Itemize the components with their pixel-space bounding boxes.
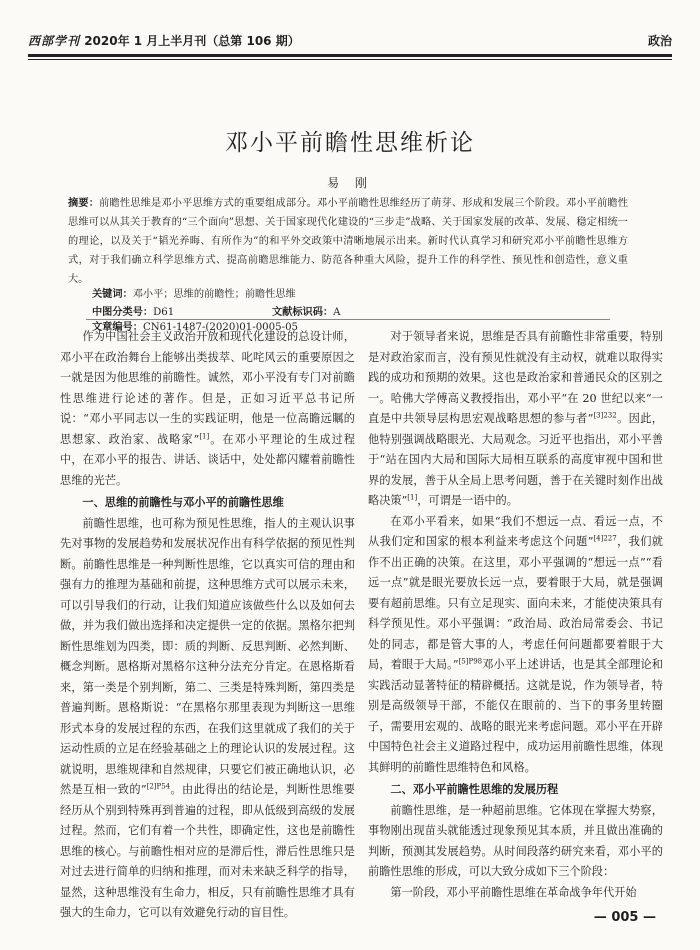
left-column	[60, 327, 355, 924]
paragraph: 对于领导者来说，思维是否具有前瞻性非常重要，特别是对政治家而言，没有预见性就没有主动权，就难以取得实践的成功和预期的效果。这也是政治家和普通民众的区别之一。哈佛大学傅高义教授指出，邓小平“在 20 世纪以来“一直是中共领导层构思宏观战略思想的参与者”$^{[3]232}$。因此，他特别强调战略眼光、大局观念。习近平也指出，邓小平善于“站在国内大局和国际大局相互联系的高度审视中国和世界的发展，善于从全局上思考问题，善于在关键时刻作出战略决策”[1]，可谓是一语中的。	[368, 330, 663, 507]
abstract	[68, 194, 628, 289]
citation: [1]	[199, 431, 210, 440]
journal-issue-line	[28, 32, 300, 49]
section-heading-2: 二、邓小平前瞻性思维的发展历程	[390, 783, 559, 796]
paragraph: 作为中国社会主义政治开放和现代化建设的总设计师，邓小平在政治舞台上能够出类拔萃、叱咤风云的重要原因之一就是因为他思维的前瞻性。诚然，邓小平没有专门对前瞻性思维进行论述的著作。但是，正如习近平总书记所说：“邓小平同志以一生的实践证明，他是一位高瞻远瞩的思想家、政治家、战略家”[1]。在邓小平理论的生成过程中，在邓小平的报告、讲话、谈话中，处处都闪耀着前瞻性思维的光芒。	[60, 330, 355, 487]
abstract-divider	[86, 319, 610, 320]
keywords	[92, 285, 296, 300]
clc	[92, 303, 272, 318]
citation: [1]	[407, 493, 418, 502]
right-column	[368, 327, 663, 903]
keywords-text: 邓小平；思维的前瞻性；前瞻性思维	[132, 289, 296, 300]
doc-code	[272, 303, 422, 318]
citation: [4]227	[593, 534, 617, 543]
header-rule-thick	[28, 54, 672, 57]
header-rule-thin	[28, 59, 672, 60]
running-header	[28, 28, 672, 56]
citation: [3]232	[593, 411, 617, 420]
citation: [5]P98	[458, 657, 483, 666]
section-name: 政治	[647, 34, 672, 48]
article-author: 易 刚	[327, 176, 373, 190]
section-heading-1: 一、思维的前瞻性与邓小平的前瞻性思维	[82, 496, 284, 509]
page-number: — 005 —	[593, 910, 656, 925]
paragraph: 在邓小平看来，如果“我们不想远一点、看远一点，不从我们定和国家的根本利益来考虑这个问题”$^{[4]227}$，我们就作不出正确的决策。在这里，邓小平强调的“想远一点”“看远一点”就是眼光要放长远一点，要着眼于大局，就是强调要有超前思维。只有立足现实、面向未来，才能使决策具有科学预见性。邓小平强调：“政治局、政治局常委会、书记处的同志，都是管大事的人，考虑任何问题都要着眼于大局，着眼于大局。”$^{[5]P98}$邓小平上述讲话，也是其全部理论和实践活动显著特征的精辟概括。这就是说，作为领导者，特别是高级领导干部，不能仅在眼前的、当下的事务里转圈子，需要用宏观的、战略的眼光来考虑问题。邓小平在开辟中国特色社会主义道路过程中，成功运用前瞻性思维，体现其鲜明的前瞻性思维特色和风格。	[368, 514, 663, 774]
abstract-text: 前瞻性思维是邓小平思维方式的重要组成部分。邓小平前瞻性思维经历了萌芽、形成和发展三个阶段。邓小平前瞻性思维可以从其关于教育的“三个面向”思想、关于国家现代化建设的“三步走”战略、关于国家发展的改革、发展、稳定相统一的理论，以及关于“韬光养晦、有所作为”的和平外交政策中清晰地展示出来。新时代认真学习和研究邓小平前瞻性思维方式，对于我们确立科学思维方式、提高前瞻思维能力、防范各种重大风险，提升工作的科学性、预见性和创造性，意义重大。	[68, 198, 628, 285]
journal-logo: 西部学刊	[28, 34, 81, 48]
clc-label: 中图分类号：	[92, 307, 154, 318]
citation: [2]P54	[146, 782, 171, 791]
paragraph: 前瞻性思维，是一种超前思维。它体现在掌握大势察，事物刚出现苗头就能透过现象预见其本质，并且做出准确的判断，预测其发展趋势。从时间段落约研究来看，邓小平的前瞻性思维的形成，可以大致分成如下三个阶段：	[368, 803, 663, 878]
article-title: 邓小平前瞻性思维析论	[225, 130, 475, 156]
abstract-label: 摘要：	[68, 198, 100, 209]
article-no-value: CN61-1487-(2020)01-0005-05	[142, 322, 299, 333]
paragraph: 第一阶段，邓小平前瞻性思维在革命战争年代开始	[390, 885, 637, 899]
article-no-label: 文章编号：	[92, 322, 143, 333]
clc-value: D61	[153, 307, 175, 318]
doc-code-label: 文献标识码：	[272, 307, 334, 318]
paragraph: 前瞻性思维，也可称为预见性思维，指人的主观认识事先对事物的发展趋势和发展状况作出有科学依据的预见性判断。前瞻性思维是一种判断性思维，它以真实可信的理由和强有力的推理为基础和前提，这种思维方式可以展示未来，可以引导我们的行动，让我们知道应该做些什么以及如何去做，并为我们做出选择和决定提供一定的依据。黑格尔把判断性思维划为四类，即：质的判断、反思判断、必然判断、概念判断。恩格斯对黑格尔这种分法充分肯定。在恩格斯看来，第一类是个别判断，第二、三类是特殊判断，第四类是普遍判断。恩格斯说：“在黑格尔那里表现为判断这一思维形式本身的发展过程的东西，在我们这里就成了我们的关于运动性质的立足在经验基础之上的理论认识的发展过程。这就说明，思维规律和自然规律，只要它们被正确地认识，必然是互相一致的”$^{[2]P54}$。由此得出的结论是，判断性思维要经历从个别到特殊再到普遍的过程，即从低级到高级的发展过程。然而，它们有着一个共性，即确定性，这也是前瞻性思维的核心。与前瞻性相对应的是滞后性，滞后性思维只是对过去进行简单的归纳和推理，而对未来缺乏科学的指导，显然，这种思维没有生命力，相反，只有前瞻性思维才具有强大的生命力，它可以有效避免行动的盲目性。	[60, 516, 355, 919]
keywords-label: 关键词：	[92, 289, 133, 300]
issue-info: 2020年 1 月上半月刊（总第 106 期）	[84, 34, 300, 48]
doc-code-value: A	[333, 307, 341, 318]
